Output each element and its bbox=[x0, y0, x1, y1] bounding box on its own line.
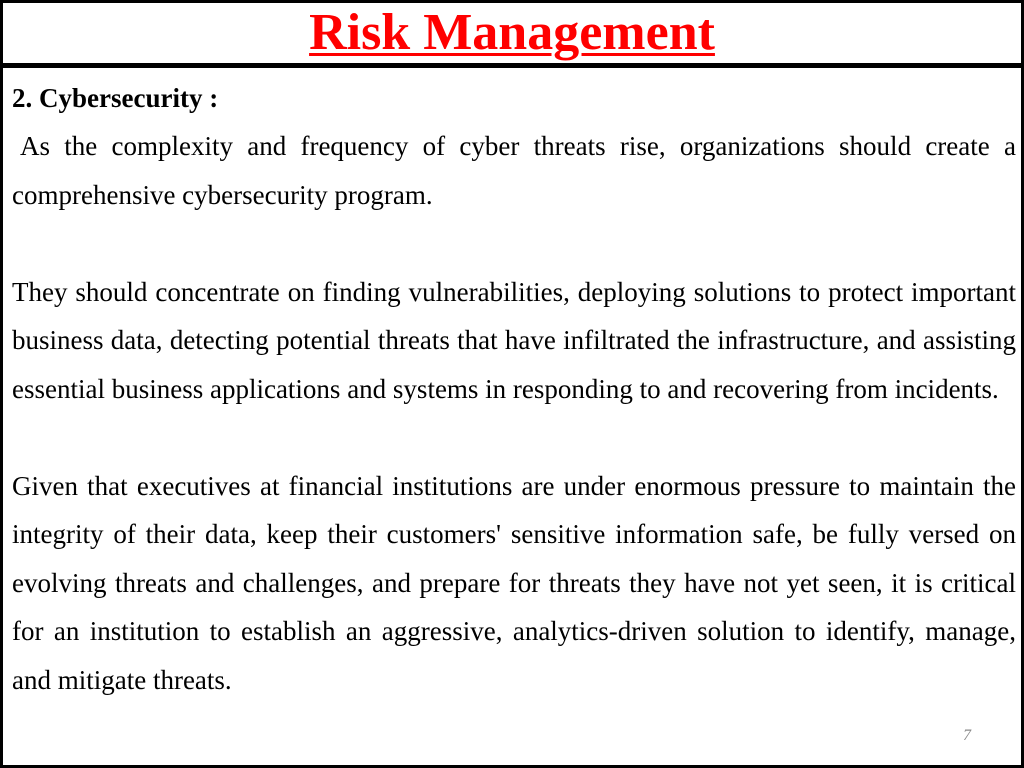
paragraph-focus-areas: They should concentrate on finding vulnerabilities, deploying solutions to protect important business data, detecting potential threats that have infiltrated the infrastructure, and assisting essential business applications and systems in responding to and recovering from incidents. bbox=[12, 276, 1016, 404]
paragraph-financial-institutions: Given that executives at financial institutions are under enormous pressure to maintain the integrity of their data, keep their customers' sensitive information safe, be fully versed on evolving threats and challenges, and prepare for threats they have not yet seen, it is critical for an institution to establish an aggressive, analytics-driven solution to identify, manage, and mitigate threats. bbox=[12, 470, 1016, 695]
content-box bbox=[0, 68, 1024, 768]
slide-title: Risk Management bbox=[309, 4, 715, 61]
paragraph-intro: As the complexity and frequency of cyber threats rise, organizations should create a comprehensive cybersecurity program. bbox=[12, 131, 1016, 210]
page-number: 7 bbox=[963, 727, 971, 744]
section-heading: 2. Cybersecurity : bbox=[12, 83, 219, 113]
title-bar bbox=[0, 0, 1024, 68]
body-text bbox=[12, 80, 1016, 704]
paragraph-spacer bbox=[12, 413, 1016, 462]
paragraph-spacer bbox=[12, 219, 1016, 268]
